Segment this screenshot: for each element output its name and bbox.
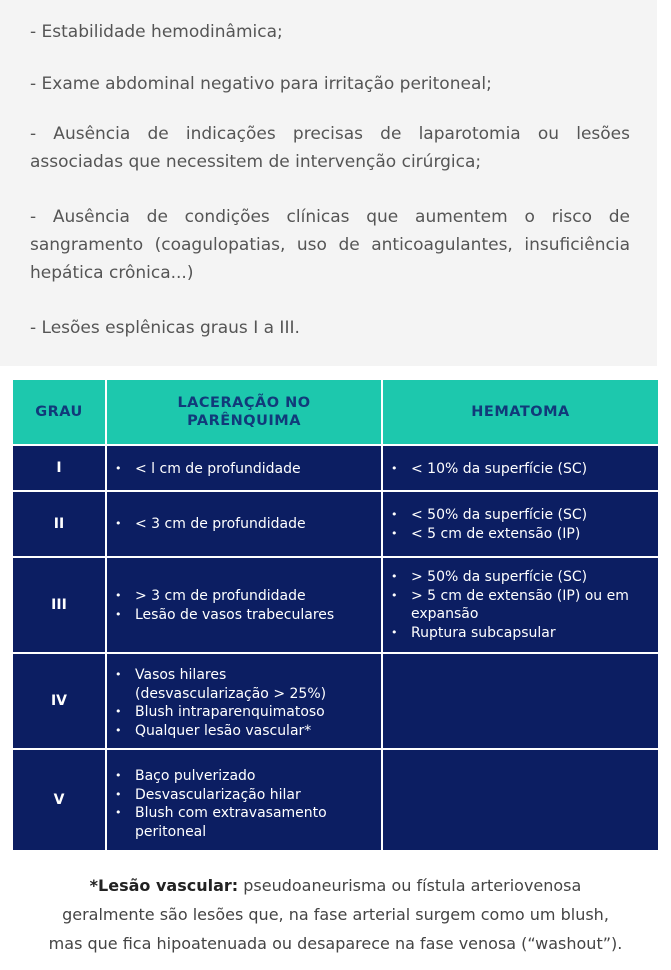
laceration-item: • Vasos hilares (desvascularização > 25%) bbox=[107, 666, 347, 703]
grade-ii: II bbox=[53, 516, 65, 532]
hematoma-item: • > 50% da superfície (SC) bbox=[383, 568, 633, 587]
criterion-no-bleeding-risk: - Ausência de condições clínicas que aumentem o risco de sangramento (coagulopatias, uso de anticoagulantes, insuficiência hepática crônica...) bbox=[30, 207, 630, 283]
header-hematoma: HEMATOMA bbox=[383, 380, 658, 444]
laceration-grade-ii bbox=[107, 515, 381, 534]
hematoma-item: • Ruptura subcapsular bbox=[383, 624, 633, 643]
criterion-no-laparotomy: - Ausência de indicações precisas de laparotomia ou lesões associadas que necessitem de intervenção cirúrgica; bbox=[30, 124, 630, 172]
hematoma-item: • < 50% da superfície (SC) bbox=[383, 506, 658, 525]
row-divider bbox=[13, 444, 658, 446]
hematoma-item: • < 5 cm de extensão (IP) bbox=[383, 525, 658, 544]
laceration-item: • Baço pulverizado bbox=[107, 767, 357, 786]
criterion-splenic-grades: - Lesões esplênicas graus I a III. bbox=[30, 318, 300, 338]
laceration-grade-iv bbox=[107, 666, 347, 740]
laceration-grade-v bbox=[107, 767, 357, 841]
laceration-item: • Blush com extravasamento peritoneal bbox=[107, 804, 357, 841]
laceration-grade-iii bbox=[107, 587, 381, 624]
row-divider bbox=[13, 652, 658, 654]
footnote-label: *Lesão vascular: bbox=[89, 876, 239, 895]
row-divider bbox=[13, 490, 658, 492]
laceration-grade-i bbox=[107, 460, 381, 479]
criterion-abdominal-exam: - Exame abdominal negativo para irritação peritoneal; bbox=[30, 74, 492, 94]
hematoma-item: • > 5 cm de extensão (IP) ou em expansão bbox=[383, 587, 633, 624]
hematoma-item: • < 10% da superfície (SC) bbox=[383, 460, 658, 479]
grade-iv: IV bbox=[50, 693, 68, 709]
hematoma-grade-i bbox=[383, 460, 658, 479]
laceration-item: • Lesão de vasos trabeculares bbox=[107, 606, 381, 625]
laceration-item: • Qualquer lesão vascular* bbox=[107, 722, 347, 741]
header-laceration: LACERAÇÃO NO PARÊNQUIMA bbox=[107, 380, 381, 444]
grade-v: V bbox=[53, 792, 65, 808]
laceration-item: • Blush intraparenquimatoso bbox=[107, 703, 347, 722]
header-grade: GRAU bbox=[13, 380, 105, 444]
footnote-line-2: geralmente são lesões que, na fase arterial surgem como um blush, bbox=[62, 905, 609, 924]
footnote-line-3: mas que fica hipoatenuada ou desaparece na fase venosa (“washout”). bbox=[48, 934, 623, 953]
grade-iii: III bbox=[51, 597, 67, 613]
footnote-text: pseudoaneurisma ou fístula arteriovenosa bbox=[238, 876, 582, 895]
row-divider bbox=[13, 556, 658, 558]
grade-i: I bbox=[56, 460, 62, 476]
laceration-item: • < l cm de profundidade bbox=[107, 460, 381, 479]
row-divider bbox=[13, 748, 658, 750]
criteria-section bbox=[0, 0, 657, 366]
hematoma-grade-ii bbox=[383, 506, 658, 543]
hematoma-grade-iii bbox=[383, 568, 633, 642]
laceration-item: • < 3 cm de profundidade bbox=[107, 515, 381, 534]
footnote-line-1 bbox=[0, 872, 671, 900]
splenic-injury-grade-table bbox=[13, 380, 658, 850]
laceration-item: • > 3 cm de profundidade bbox=[107, 587, 381, 606]
laceration-item: • Desvascularização hilar bbox=[107, 786, 357, 805]
criterion-hemodynamic: - Estabilidade hemodinâmica; bbox=[30, 22, 283, 42]
